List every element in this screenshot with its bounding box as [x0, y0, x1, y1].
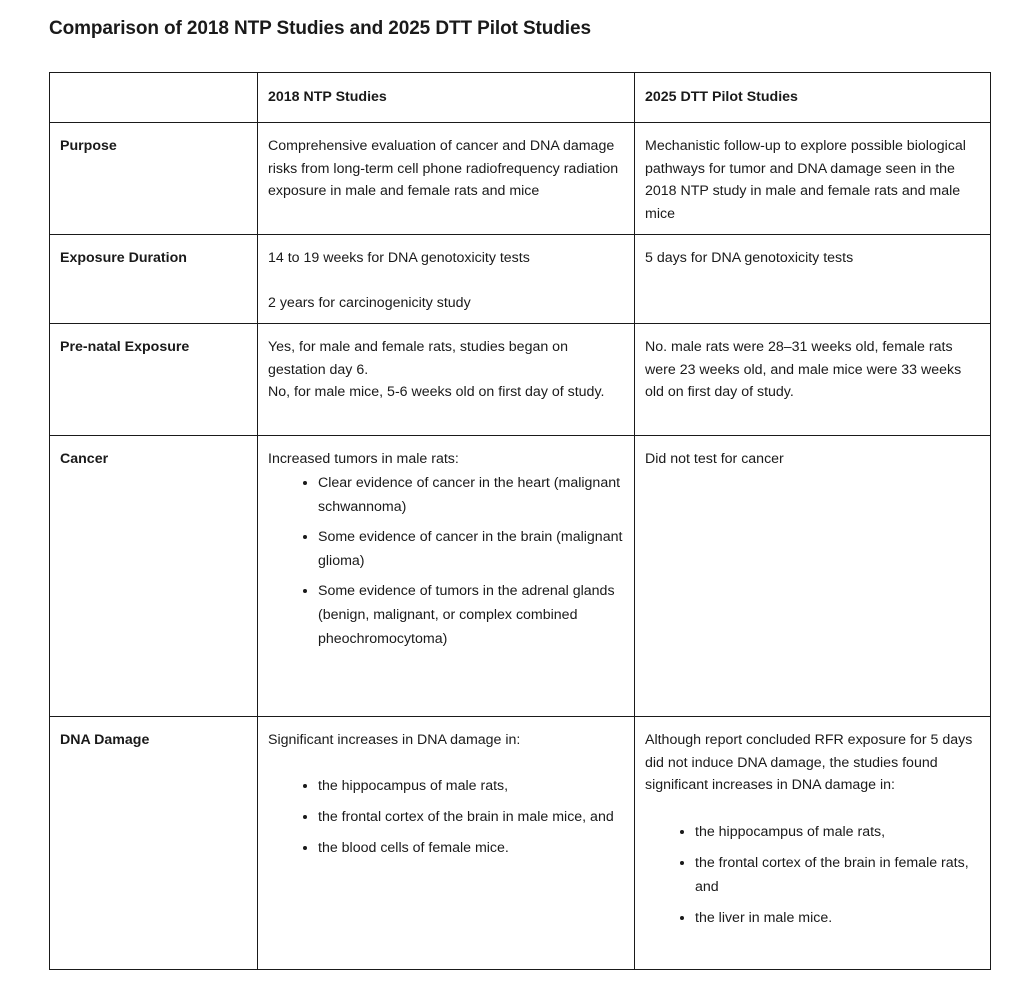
prenatal-ntp-cell	[258, 324, 635, 436]
dna-dtt-list	[645, 820, 980, 930]
row-label-dna: DNA Damage	[50, 717, 258, 970]
header-cell-ntp: 2018 NTP Studies	[258, 73, 635, 123]
table-row-cancer	[50, 436, 991, 717]
cancer-dtt-cell: Did not test for cancer	[635, 436, 991, 717]
exposure-ntp-line1: 14 to 19 weeks for DNA genotoxicity tests	[268, 250, 530, 266]
purpose-dtt-cell: Mechanistic follow-up to explore possible biological pathways for tumor and DNA damage seen in the 2018 NTP study in male and female rats and male mice	[635, 123, 991, 235]
exposure-ntp-line2: 2 years for carcinogenicity study	[268, 294, 471, 311]
header-row	[50, 73, 991, 123]
list-item: • the hippocampus of male rats,	[318, 774, 624, 798]
dna-ntp-intro: Significant increases in DNA damage in:	[268, 732, 521, 748]
list-item: • Some evidence of tumors in the adrenal glands (benign, malignant, or complex combined pheochromocytoma)	[318, 579, 624, 651]
list-item: • the blood cells of female mice.	[318, 836, 624, 860]
prenatal-ntp-line2: No, for male mice, 5-6 weeks old on first day of study.	[268, 384, 605, 400]
list-item: • the hippocampus of male rats,	[695, 820, 980, 844]
list-item: • the liver in male mice.	[695, 906, 980, 930]
exposure-dtt-cell: 5 days for DNA genotoxicity tests	[635, 235, 991, 324]
table-row-dna	[50, 717, 991, 970]
list-item: • the frontal cortex of the brain in male mice, and	[318, 805, 624, 829]
exposure-ntp-cell	[258, 235, 635, 324]
header-cell-empty	[50, 73, 258, 123]
dna-dtt-cell	[635, 717, 991, 970]
list-item: • Some evidence of cancer in the brain (malignant glioma)	[318, 525, 624, 573]
table-row-exposure	[50, 235, 991, 324]
dna-dtt-intro: Although report concluded RFR exposure for 5 days did not induce DNA damage, the studies found significant increases in DNA damage in:	[645, 732, 973, 793]
table-row-prenatal	[50, 324, 991, 436]
page-title: Comparison of 2018 NTP Studies and 2025 DTT Pilot Studies	[49, 18, 591, 39]
cancer-ntp-list	[268, 471, 624, 651]
row-label-prenatal: Pre-natal Exposure	[50, 324, 258, 436]
row-label-exposure: Exposure Duration	[50, 235, 258, 324]
list-item: • Clear evidence of cancer in the heart (malignant schwannoma)	[318, 471, 624, 519]
purpose-ntp-cell: Comprehensive evaluation of cancer and DNA damage risks from long-term cell phone radiofrequency radiation exposure in male and female rats and mice	[258, 123, 635, 235]
row-label-purpose: Purpose	[50, 123, 258, 235]
cancer-ntp-intro: Increased tumors in male rats:	[268, 451, 459, 467]
table-row-purpose	[50, 123, 991, 235]
dna-ntp-list	[268, 774, 624, 860]
prenatal-dtt-cell: No. male rats were 28–31 weeks old, female rats were 23 weeks old, and male mice were 33 weeks old on first day of study.	[635, 324, 991, 436]
prenatal-ntp-line1: Yes, for male and female rats, studies began on gestation day 6.	[268, 339, 568, 378]
list-item: • the frontal cortex of the brain in female rats, and	[695, 851, 980, 899]
comparison-table	[49, 72, 991, 970]
cancer-ntp-cell	[258, 436, 635, 717]
header-cell-dtt: 2025 DTT Pilot Studies	[635, 73, 991, 123]
dna-ntp-cell	[258, 717, 635, 970]
row-label-cancer: Cancer	[50, 436, 258, 717]
